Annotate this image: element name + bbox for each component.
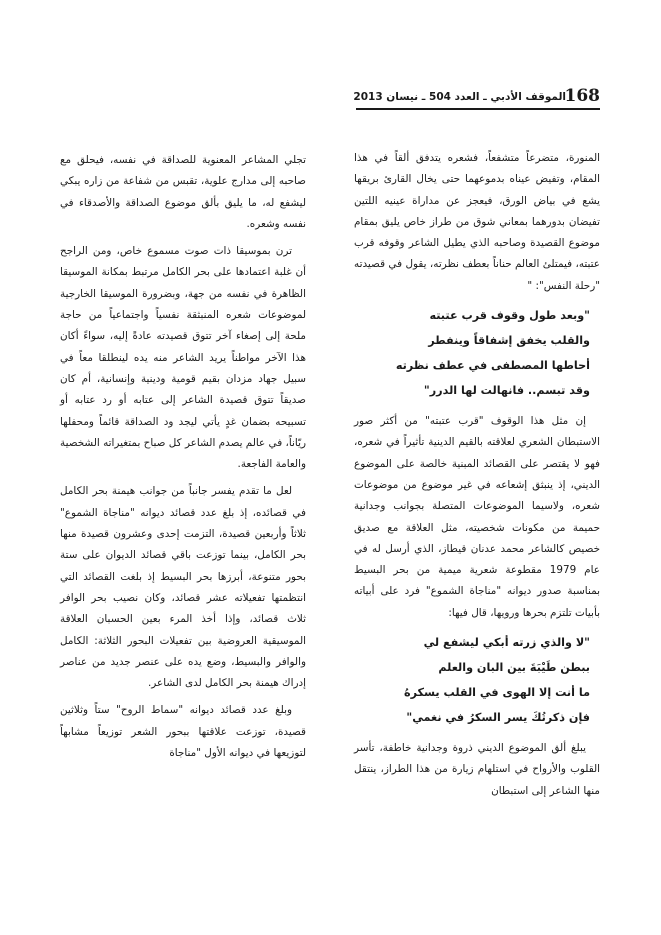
verse-line: ما أنت إلا الهوى في القلب يسكرهُ bbox=[403, 686, 590, 700]
paragraph: ترن بموسيقا ذات صوت مسموع خاص، ومن الراجح أن غلبة اعتمادها على بحر الكامل مرتبط بمكانة الموسيقا الظاهرة في نفسه من جهة، وبضرورة الموسيقا الخارجية لموضوعات شعره المنبثقة نفسياً واجتماعياً من حاجة ملحة إلى إصغاء آخر تتوق قصيدته عادةً إليه، سواءً أكان هذا الآخر مواطناً يريد الشاعر منه يده لينطلقا معاً في سبيل جهاد مزدان بقيم قومية ودينية وإنسانية، أم كان صديقاً تتوق قصيدة الشاعر إلى عتابه أو رد عتابه أو تسبيحه بضمان غدٍ يأتي ليجد ود الصداقة قائماً ومحفلها ريّاناً، في عالم يصدم الشاعر كل صباح بمتغيراته الشخصية والعامة الفاجعة. bbox=[60, 245, 306, 471]
verse-line: "لا والذي زرته أبكي ليشفع لي bbox=[423, 636, 590, 650]
right-column bbox=[354, 148, 600, 808]
verse-line: ببطن طَيْبَةَ بين البان والعلم bbox=[438, 661, 590, 675]
page-number: 168 bbox=[564, 86, 600, 106]
verse-block bbox=[354, 630, 590, 730]
verse-line: والقلب يخفق إشفاقاً وينفطر bbox=[428, 334, 590, 348]
paragraph: يبلغ ألق الموضوع الديني ذروة وجدانية خاطفة، تأسر القلوب والأرواح في استلهام زيارة من هذا الطراز، ينتقل منها الشاعر إلى استبطان bbox=[354, 742, 600, 797]
paragraph: تجلي المشاعر المعنوية للصداقة في نفسه، فيحلق مع صاحبه إلى مدارج علوية، تقبس من شفاعة من زاره يبكي ليشفع له، ما يليق بألق موضوع الصداقة والأصدقاء في نفسه وشعره. bbox=[60, 154, 306, 230]
paragraph: وبلغ عدد قصائد ديوانه "سماط الروح" ستاً وثلاثين قصيدة، توزعت علاقتها ببحور الشعر توزيعاً مشابهاً لتوزيعها في ديوانه الأول "مناجاة bbox=[60, 704, 306, 760]
verse-line: فإن ذكرتُكَ يسر السكرُ في نغمي" bbox=[406, 711, 590, 725]
header-rule bbox=[356, 108, 600, 110]
verse-line: وقد تبسم.. فانهالت لها الدرر" bbox=[423, 384, 590, 398]
page-header bbox=[353, 84, 600, 110]
left-column bbox=[60, 150, 306, 770]
verse-line: أحاطها المصطفى في عطف نظرته bbox=[395, 359, 590, 373]
running-head: الموقف الأدبي ـ العدد 504 ـ نيسان 2013 bbox=[353, 91, 566, 103]
paragraph: إن مثل هذا الوقوف "قرب عتبته" من أكثر صور الاستبطان الشعري لعلاقته بالقيم الدينية تأثيراً في شعره، فهو لا يقتصر على القصائد المبنية خالصة على الموضوع الديني، إذ ينبثق إشعاعه في غير موضوع من موضوعات شعره، ولاسيما الموضوعات المتصلة بجوانب وجدانية حميمة من مكونات شخصيته، مثل العلاقة مع صديق خصيص كالشاعر محمد عدنان قيطاز، الذي أرسل له في عام 1979 مقطوعة شعرية ميمية من بحر البسيط بمناسبة صدور ديوانه "مناجاة الشموع" فرد على أبياته بأبيات تلتزم بحرها ورويها، قال فيها: bbox=[354, 415, 600, 619]
paragraph: لعل ما تقدم يفسر جانباً من جوانب هيمنة بحر الكامل في قصائده، إذ بلغ عدد قصائد ديوانه "مناجاة الشموع" ثلاثاً وأربعين قصيدة، التزمت إحدى وعشرون قصيدة منها بحر الكامل، بينما توزعت باقي قصائد الديوان على ستة بحور متنوعة، أبرزها بحر البسيط إذ بلغت القصائد التي انتظمتها تفعيلاته عشر قصائد، وكان نصيب بحر الوافر ثلاث قصائد، وإذا أخذ المرء بعين الحسبان العلاقة الموسيقية العروضية بين تفعيلات البحور الثلاثة: الكامل والوافر والبسيط، وضع يده على عنصر جديد من عناصر إدراك هيمنة بحر الكامل لدى الشاعر. bbox=[60, 485, 306, 690]
verse-block bbox=[354, 303, 590, 403]
paragraph: المنورة، متضرعاً متشفعاً، فشعره يتدفق ألقاً في هذا المقام، وتفيض عيناه بدموعهما حتى يخال القارئ بريقها يشع في بياض الورق، فيعجز عن مداراة عينيه اللتين تفيضان بدورهما بمعاني شوق من طراز خاص يليق بمقام موضوع القصيدة وصاحبه الذي يطيل الشاعر وقوفه قرب عتبته، فيمتلئ العالم حناناً بعطف نظرته، يقول في قصيدته "رحلة النفس": " bbox=[354, 152, 600, 292]
verse-line: "وبعد طول وقوف قرب عتبته bbox=[429, 309, 590, 323]
